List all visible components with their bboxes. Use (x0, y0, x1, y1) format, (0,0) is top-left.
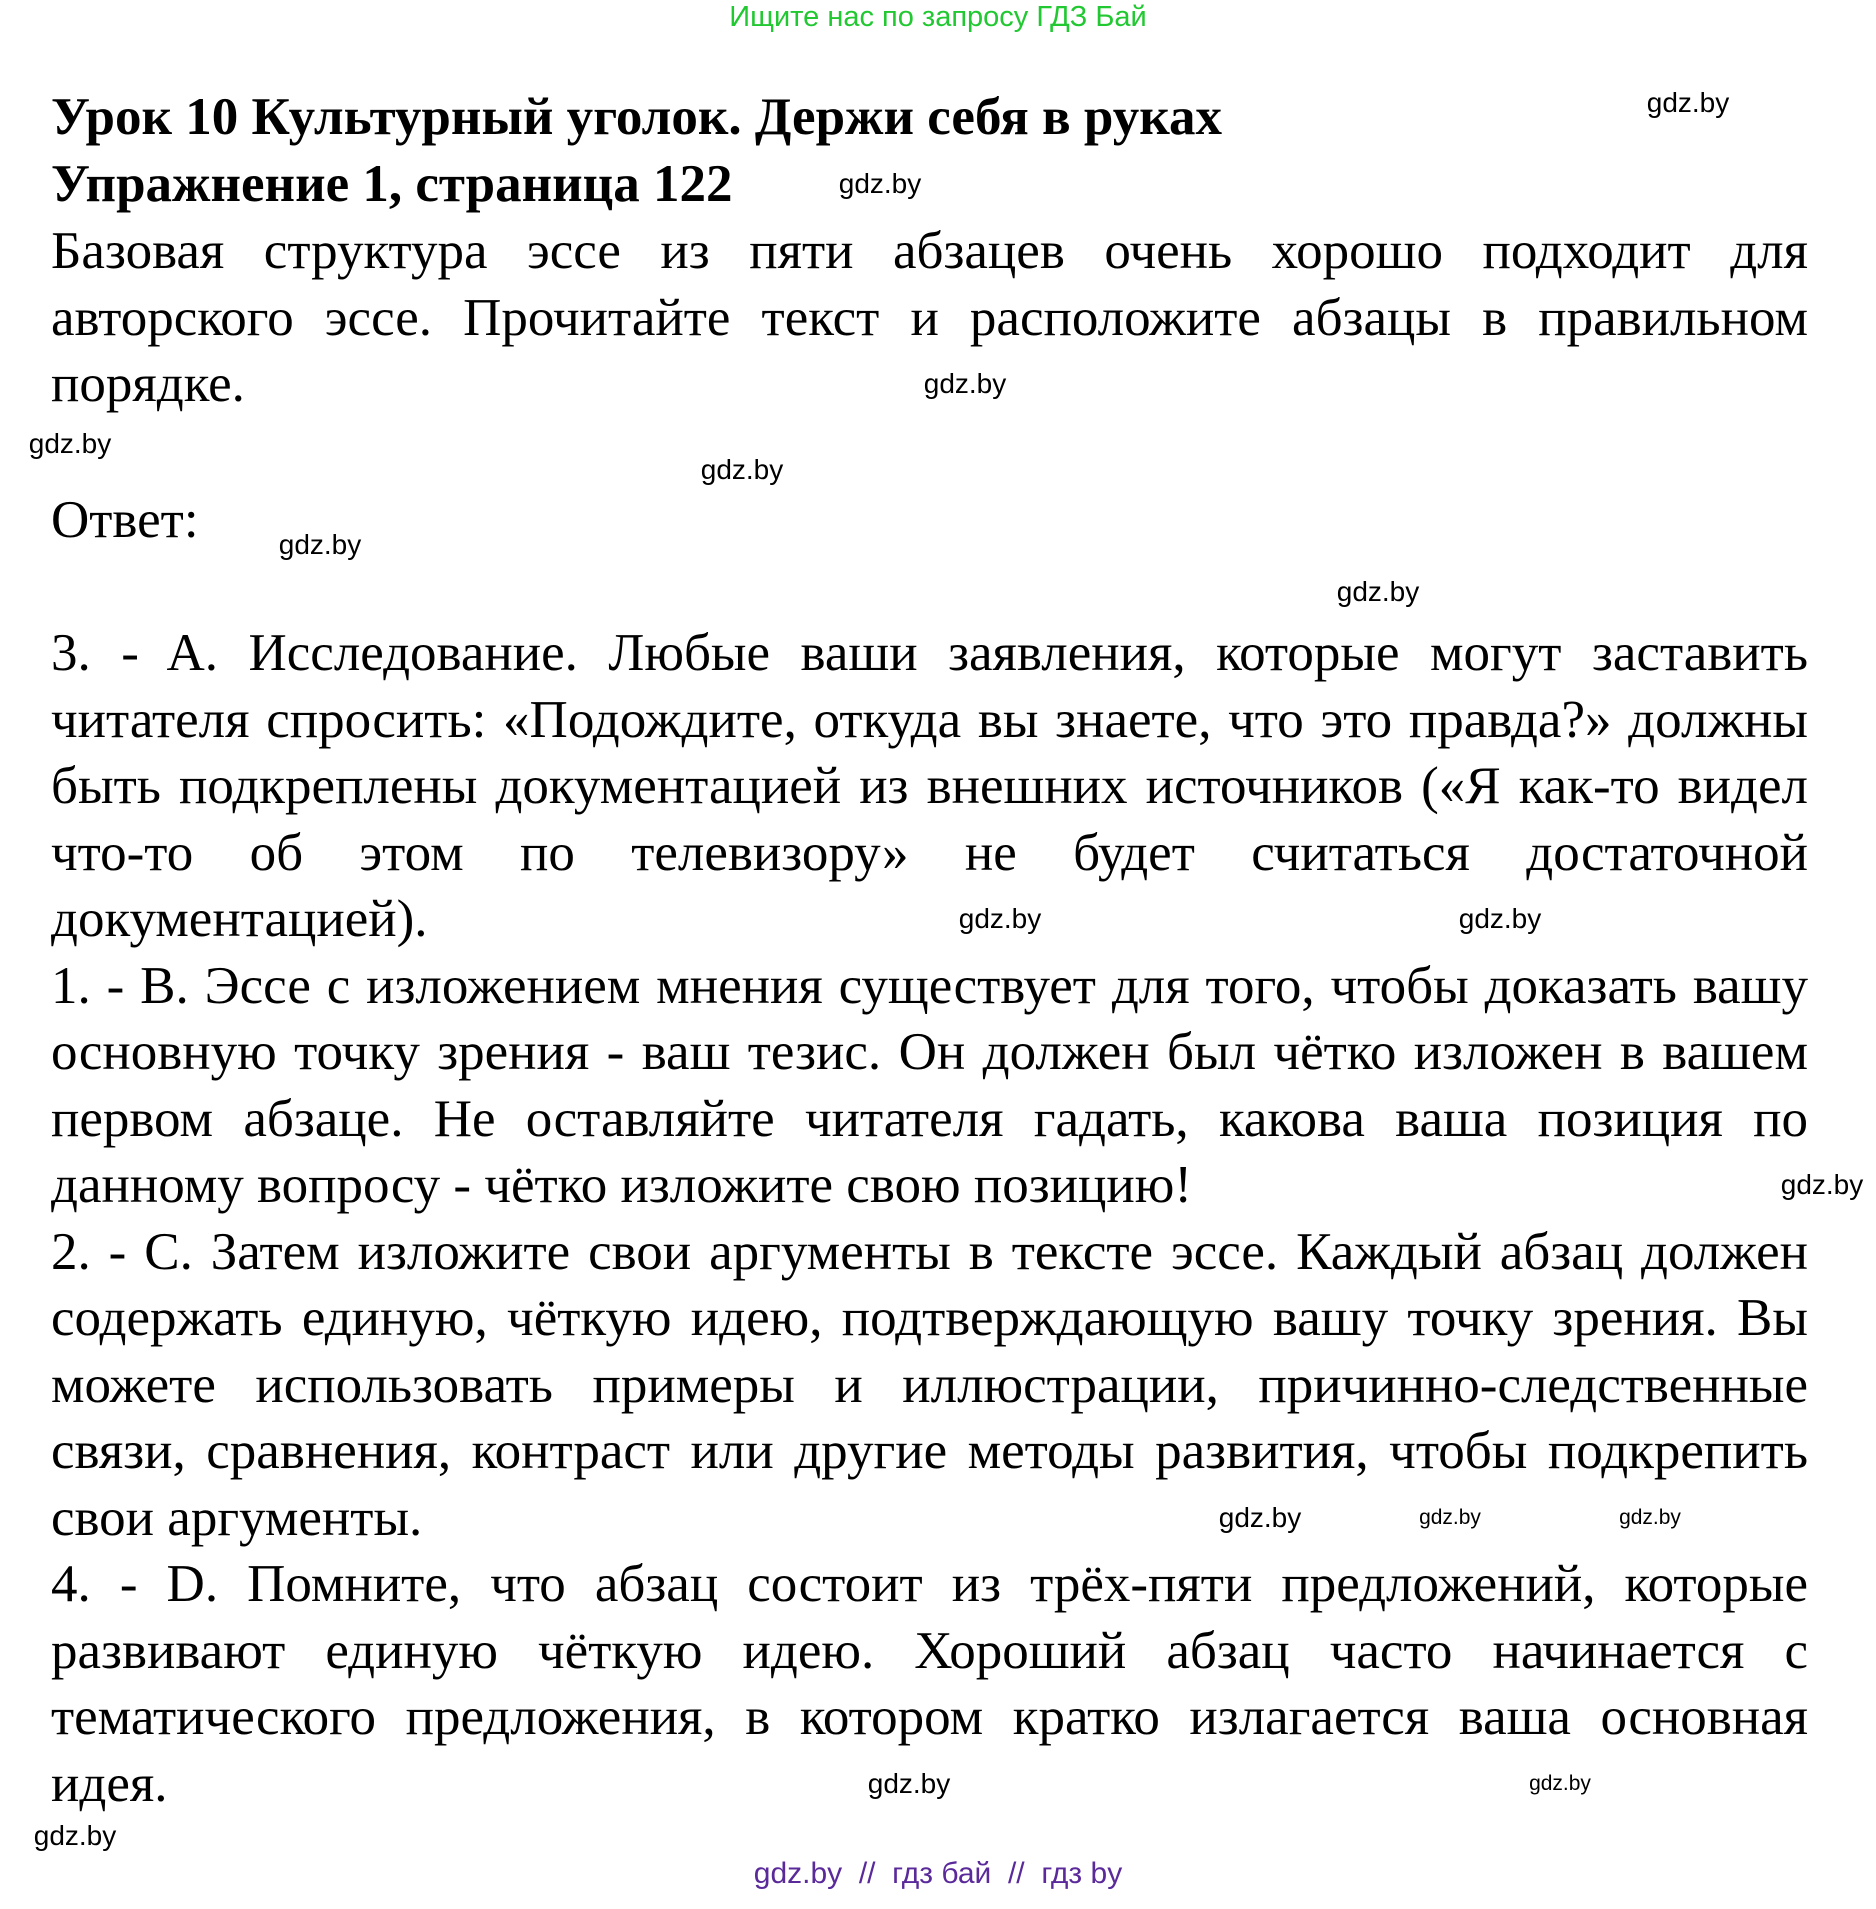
answer-list (51, 620, 1808, 1817)
page-title (51, 84, 1222, 218)
watermark: gdz.by (1336, 576, 1420, 607)
answer-item: 4. - D. Помните, что абзац состоит из трёх-пяти предложений, которые развивают единую чёткую идею. Хороший абзац часто начинается с тематического предложения, в котором кратко излагается ваша основная идея. (51, 1555, 1808, 1813)
search-banner: Ищите нас по запросу ГДЗ Бай (729, 1, 1147, 33)
watermark: gdz.by (278, 529, 362, 560)
watermark: gdz.by (1458, 903, 1542, 934)
watermark: gdz.by (1646, 87, 1730, 118)
answer-item: 1. - B. Эссе с изложением мнения существует для того, чтобы доказать вашу основную точку зрения - ваш тезис. Он должен был чётко изложен в вашем первом абзаце. Не оставляйте читателя гадать, какова ваша позиция по данному вопросу - чётко изложите свою позицию! (51, 956, 1808, 1214)
watermark: gdz.by (28, 428, 112, 459)
footer-links: gdz.by // гдз бай // гдз by (753, 1857, 1123, 1890)
watermark: gdz.by (838, 168, 922, 199)
watermark: gdz.by (33, 1820, 117, 1851)
watermark: gdz.by (923, 368, 1007, 399)
watermark: gdz.by (1419, 1506, 1481, 1529)
watermark: gdz.by (1780, 1169, 1864, 1200)
watermark: gdz.by (867, 1768, 951, 1799)
task-paragraph: Базовая структура эссе из пяти абзацев очень хорошо подходит для авторского эссе. Прочитайте текст и расположите абзацы в правильном порядке. (51, 222, 1808, 413)
watermark: gdz.by (958, 903, 1042, 934)
lesson-title: Урок 10 Культурный уголок. Держи себя в руках (51, 88, 1222, 146)
watermark: gdz.by (1529, 1772, 1591, 1795)
answer-item: 2. - C. Затем изложите свои аргументы в тексте эссе. Каждый абзац должен содержать единую, чёткую идею, подтверждающую вашу точку зрения. Вы можете использовать примеры и иллюстрации, причинно-следственные связи, сравнения, контраст или другие методы развития, чтобы подкрепить свои аргументы. (51, 1222, 1808, 1547)
watermark: gdz.by (1218, 1502, 1302, 1533)
watermark: gdz.by (1619, 1506, 1681, 1529)
watermark: gdz.by (700, 454, 784, 485)
exercise-title: Упражнение 1, страница 122 (51, 155, 733, 213)
answer-label: Ответ: (51, 491, 199, 549)
answer-item: 3. - A. Исследование. Любые ваши заявления, которые могут заставить читателя спросить: «Подождите, откуда вы знаете, что это правда?» должны быть подкреплены документацией из внешних источников («Я как-то видел что-то об этом по телевизору» не будет считаться достаточной документацией). (51, 624, 1808, 948)
